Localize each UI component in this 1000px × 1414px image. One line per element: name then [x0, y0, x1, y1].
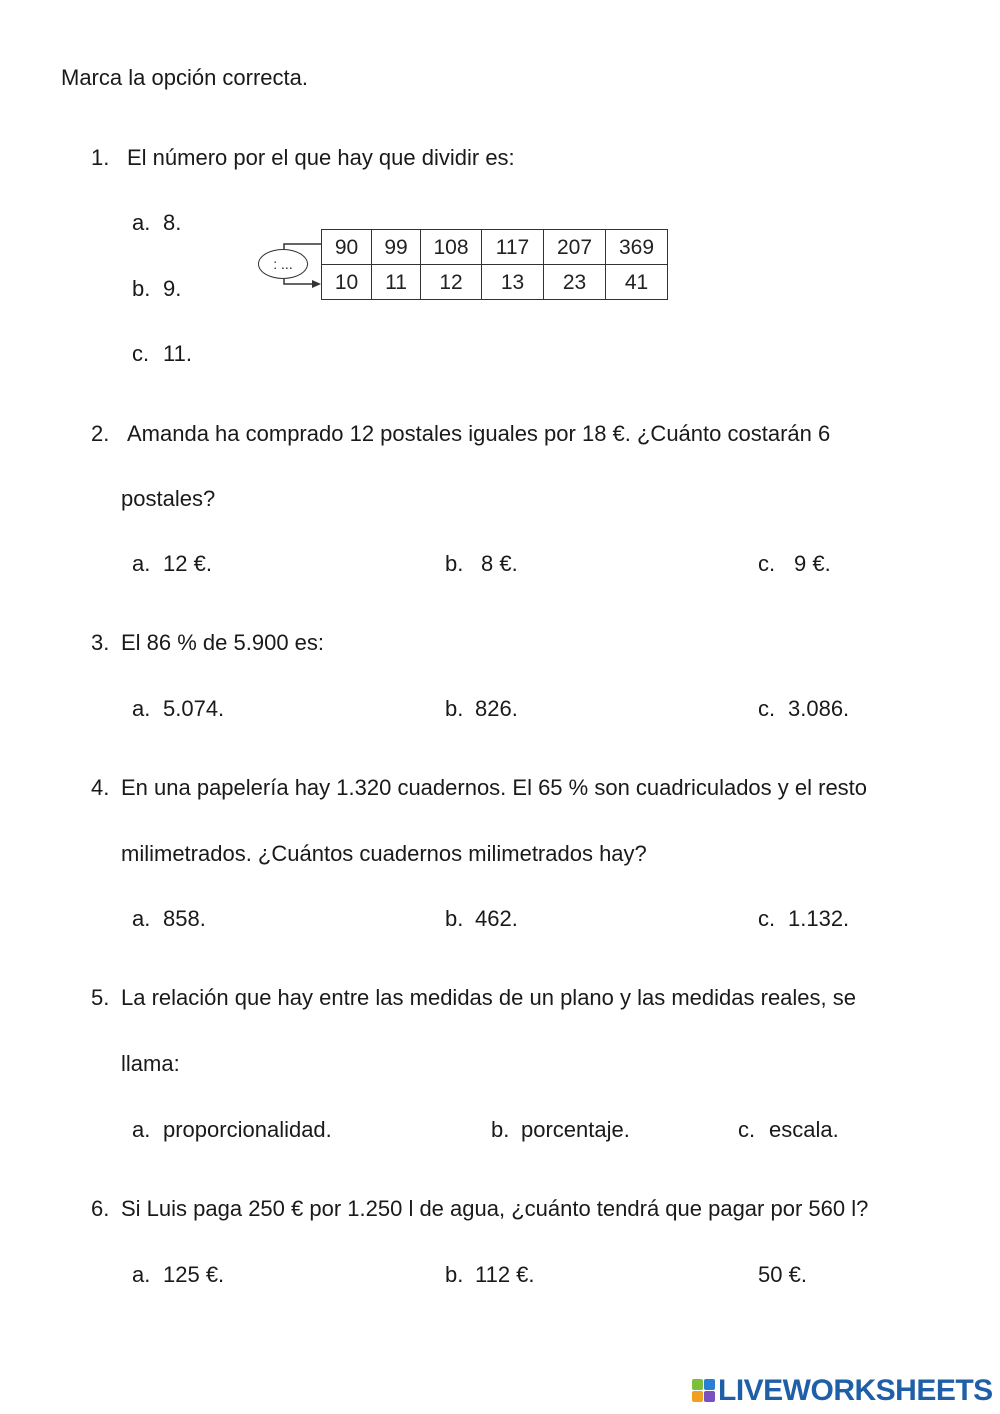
- table-cell: 10: [322, 265, 372, 300]
- table-row-bottom: [322, 265, 668, 300]
- option-text: 9 €.: [794, 551, 831, 576]
- option-letter: b.: [445, 696, 464, 721]
- table-cell: 13: [482, 265, 544, 300]
- option-letter: a.: [132, 906, 151, 931]
- option-letter: c.: [132, 341, 150, 366]
- liveworksheets-logo[interactable]: [692, 1376, 993, 1406]
- option-text: proporcionalidad.: [163, 1117, 332, 1142]
- table-cell: 90: [322, 230, 372, 265]
- option-text: 8 €.: [481, 551, 518, 576]
- option-text: 9.: [163, 276, 182, 301]
- logo-mark-icon: [692, 1379, 716, 1403]
- table-cell: 117: [482, 230, 544, 265]
- question-text: El 86 % de 5.900 es:: [121, 630, 325, 655]
- option-letter: c.: [758, 696, 776, 721]
- table-cell: 11: [372, 265, 421, 300]
- question-text-line2: llama:: [121, 1051, 180, 1076]
- option-letter: a.: [132, 551, 151, 576]
- logo-text: LIVEWORKSHEETS: [718, 1374, 993, 1407]
- option-text: 11.: [163, 341, 192, 366]
- option-letter: c.: [738, 1117, 756, 1142]
- division-table: [321, 229, 668, 300]
- option-letter: a.: [132, 210, 151, 235]
- option-text: 8.: [163, 210, 182, 235]
- question-number: 3.: [91, 630, 110, 655]
- option-letter: b.: [445, 551, 464, 576]
- operator-label: : ...: [273, 256, 293, 272]
- option-letter: b.: [445, 906, 464, 931]
- question-text: Si Luis paga 250 € por 1.250 l de agua, ¿cuánto tendrá que pagar por 560 l?: [121, 1196, 869, 1221]
- option-letter: c.: [758, 551, 776, 576]
- option-text: 50 €.: [758, 1262, 807, 1287]
- question-text: El número por el que hay que dividir es:: [127, 145, 515, 170]
- option-letter: a.: [132, 696, 151, 721]
- option-text: 826.: [475, 696, 518, 721]
- instruction-text: Marca la opción correcta.: [61, 65, 308, 90]
- option-text: 462.: [475, 906, 518, 931]
- table-cell: 41: [606, 265, 668, 300]
- question-text-line2: postales?: [121, 486, 216, 511]
- question-text-line1: En una papelería hay 1.320 cuadernos. El 65 % son cuadriculados y el resto: [121, 775, 868, 800]
- question-text-line1: La relación que hay entre las medidas de un plano y las medidas reales, se: [121, 985, 857, 1010]
- option-letter: a.: [132, 1262, 151, 1287]
- question-number: 5.: [91, 985, 110, 1010]
- table-cell: 108: [421, 230, 482, 265]
- option-letter: b.: [132, 276, 151, 301]
- option-text: 5.074.: [163, 696, 225, 721]
- question-text-line2: milimetrados. ¿Cuántos cuadernos milimetrados hay?: [121, 841, 647, 866]
- table-cell: 369: [606, 230, 668, 265]
- table-row-top: [322, 230, 668, 265]
- option-text: 12 €.: [163, 551, 212, 576]
- option-text: 858.: [163, 906, 206, 931]
- question-number: 1.: [91, 145, 110, 170]
- question-number: 2.: [91, 421, 110, 446]
- table-cell: 99: [372, 230, 421, 265]
- table-cell: 12: [421, 265, 482, 300]
- option-letter: b.: [445, 1262, 464, 1287]
- option-letter: c.: [758, 906, 776, 931]
- table-cell: 23: [544, 265, 606, 300]
- option-text: escala.: [769, 1117, 839, 1142]
- option-text: 112 €.: [475, 1262, 535, 1287]
- option-text: 3.086.: [788, 696, 850, 721]
- question-text-line1: Amanda ha comprado 12 postales iguales por 18 €. ¿Cuánto costarán 6: [127, 421, 831, 446]
- question-number: 4.: [91, 775, 110, 800]
- option-letter: a.: [132, 1117, 151, 1142]
- option-letter: b.: [491, 1117, 510, 1142]
- option-text: 125 €.: [163, 1262, 225, 1287]
- option-text: 1.132.: [788, 906, 850, 931]
- question-number: 6.: [91, 1196, 110, 1221]
- table-cell: 207: [544, 230, 606, 265]
- option-text: porcentaje.: [521, 1117, 630, 1142]
